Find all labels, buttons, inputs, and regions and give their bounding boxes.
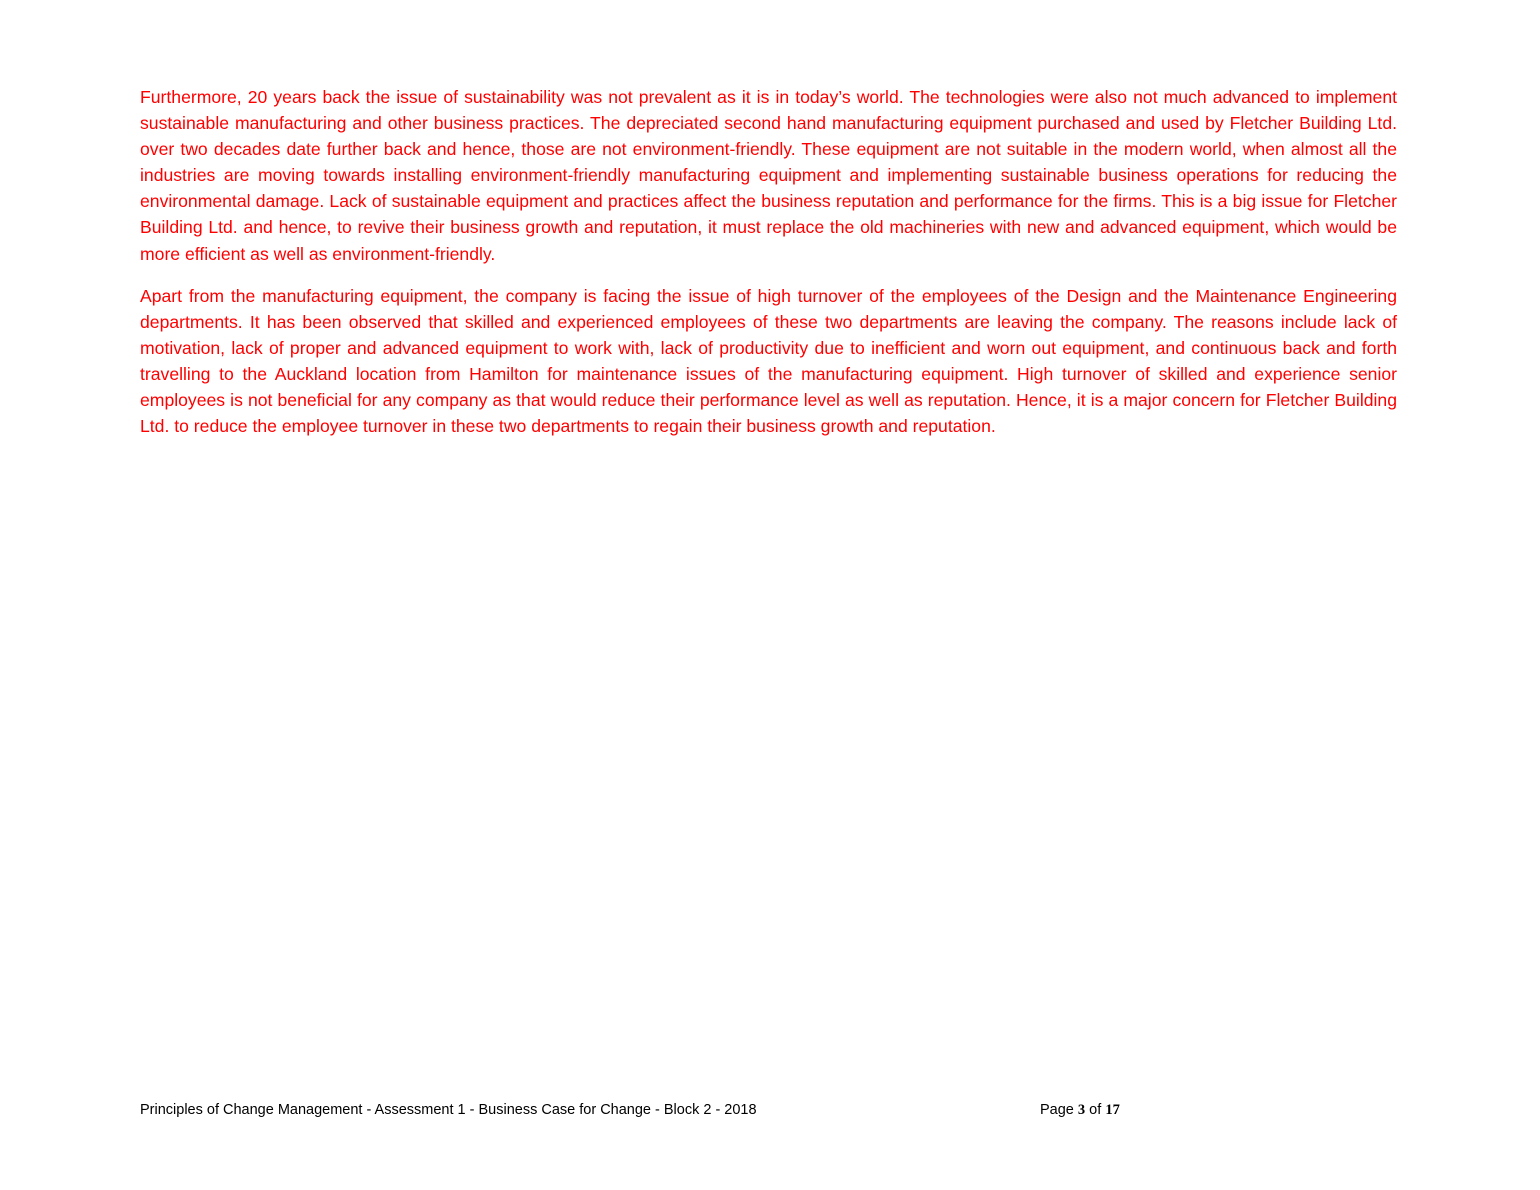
page-footer xyxy=(140,1102,1240,1122)
total-pages: 17 xyxy=(1105,1102,1120,1118)
of-label: of xyxy=(1085,1102,1106,1118)
paragraph-employee-turnover: Apart from the manufacturing equipment, the company is facing the issue of high turnover of the employees of the Design and the Maintenance Engineering departments. It has been observed that skilled and experienced employees of these two departments are leaving the company. The reasons include lack of motivation, lack of proper and advanced equipment to work with, lack of productivity due to inefficient and worn out equipment, and continuous back and forth travelling to the Auckland location from Hamilton for maintenance issues of the manufacturing equipment. High turnover of skilled and experience senior employees is not beneficial for any company as that would reduce their performance level as well as reputation. Hence, it is a major concern for Fletcher Building Ltd. to reduce the employee turnover in these two departments to regain their business growth and reputation. xyxy=(140,285,1397,437)
page-label: Page xyxy=(1040,1102,1078,1118)
page-number: 3 xyxy=(1077,1102,1086,1118)
footer-title: Principles of Change Management - Assessment 1 - Business Case for Change - Block 2 - 2018 xyxy=(140,1102,757,1118)
paragraph-sustainability: Furthermore, 20 years back the issue of sustainability was not prevalent as it is in today’s world. The technologies were also not much advanced to implement sustainable manufacturing and other business practices. The depreciated second hand manufacturing equipment purchased and used by Fletcher Building Ltd. over two decades date further back and hence, those are not environment-friendly. These equipment are not suitable in the modern world, when almost all the industries are moving towards installing environment-friendly manufacturing equipment and implementing sustainable business operations for reducing the environmental damage. Lack of sustainable equipment and practices affect the business reputation and performance for the firms. This is a big issue for Fletcher Building Ltd. and hence, to revive their business growth and reputation, it must replace the old machineries with new and advanced equipment, which would be more efficient as well as environment-friendly. xyxy=(140,87,1397,264)
page-indicator xyxy=(1040,1102,1120,1119)
document-body xyxy=(140,84,1397,455)
